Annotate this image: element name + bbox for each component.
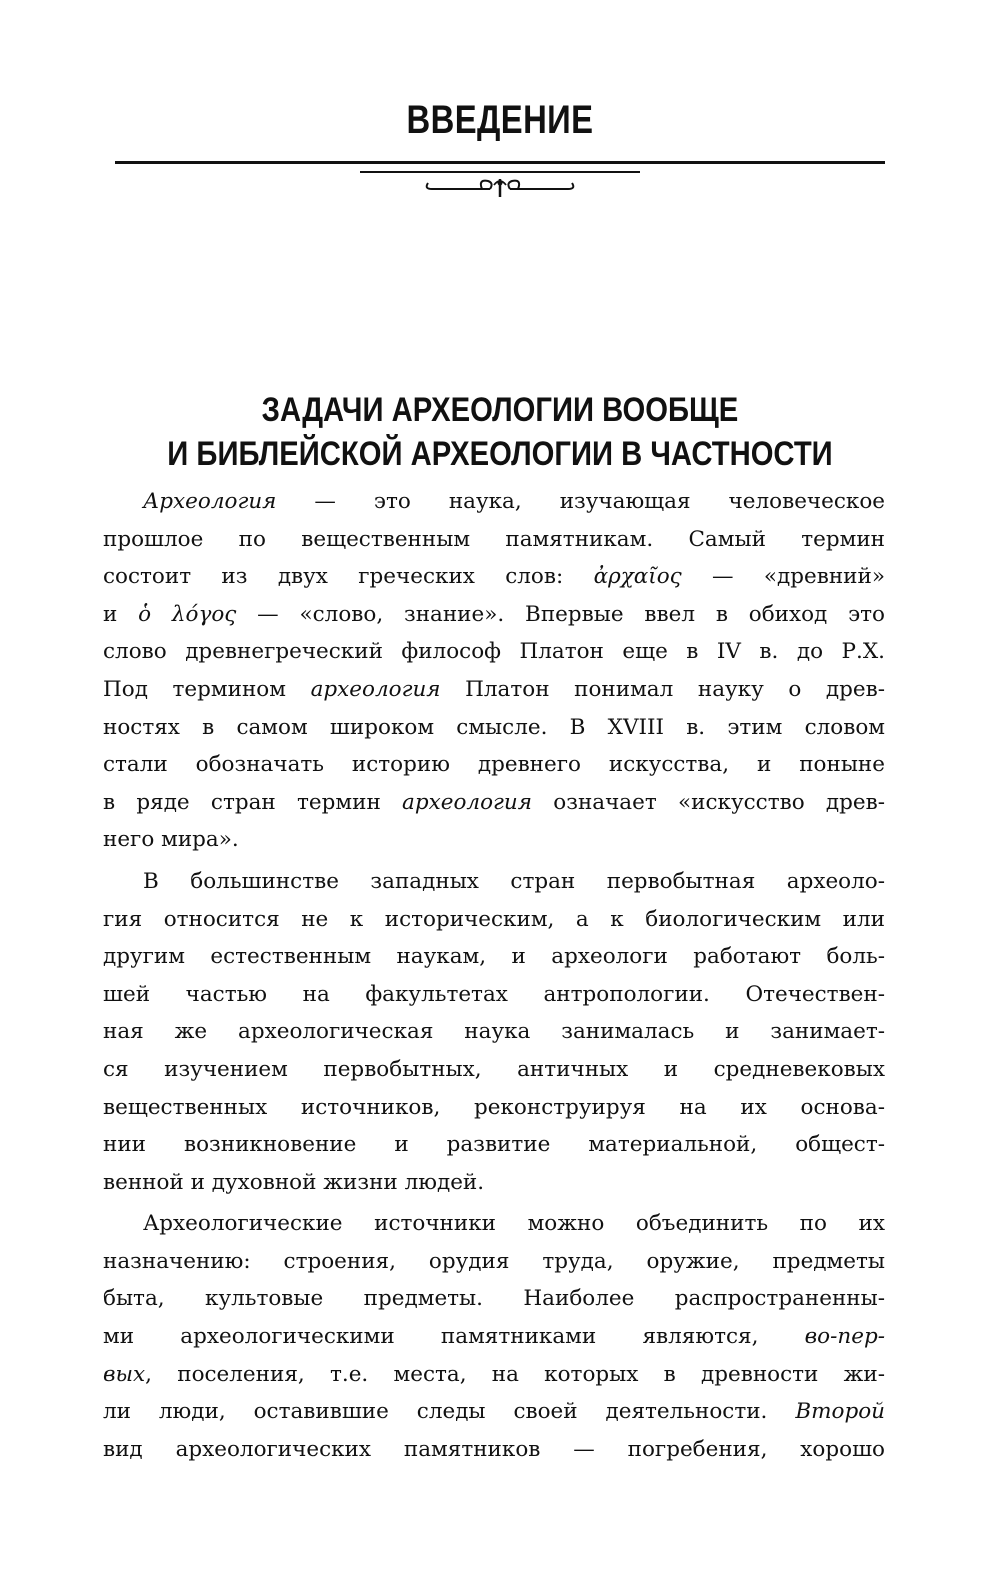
- text-line: ся изучением первобытных, античных и средневековых: [103, 1056, 885, 1082]
- text-line: ностях в самом широком смысле. В XVIII в. этим словом: [103, 714, 885, 740]
- text-line: состоит из двух греческих слов: ἀρχαῖος — «древний»: [103, 564, 885, 590]
- text-line: Под термином археология Платон понимал науку о древ-: [103, 676, 885, 702]
- text-line: вых, поселения, т.е. места, на которых в древности жи-: [103, 1361, 885, 1387]
- text-line: слово древнегреческий философ Платон еще в IV в. до Р.Х.: [103, 639, 885, 665]
- text-line: прошлое по вещественным памятникам. Самый термин: [103, 526, 885, 552]
- text-line: назначению: строения, орудия труда, оружие, предметы: [103, 1248, 885, 1274]
- text-line: другим естественным наукам, и археологи работают боль-: [103, 944, 885, 970]
- body-text: [103, 483, 885, 1468]
- section-title: [70, 388, 930, 476]
- text-line: шей частью на факультетах антропологии. Отечествен-: [103, 981, 885, 1007]
- text-line: вещественных источников, реконструируя на их основа-: [103, 1094, 885, 1120]
- text-line: в ряде стран термин археология означает «искусство древ-: [103, 789, 885, 815]
- text-line: Археологические источники можно объединить по их: [143, 1211, 885, 1237]
- text-line: Археология — это наука, изучающая человеческое: [143, 489, 885, 514]
- text-line: ная же археологическая наука занималась и занимает-: [103, 1019, 885, 1045]
- section-title-line-2: И БИБЛЕЙСКОЙ АРХЕОЛОГИИ В ЧАСТНОСТИ: [167, 435, 833, 473]
- text-line: В большинстве западных стран первобытная археоло-: [143, 868, 885, 894]
- text-line: ми археологическими памятниками являются, во-пер-: [103, 1324, 885, 1350]
- text-line: нии возникновение и развитие материальной, общест-: [103, 1132, 885, 1158]
- text-line: стали обозначать историю древнего искусства, и поныне: [103, 752, 885, 778]
- text-line: него мира».: [103, 827, 239, 853]
- text-line: быта, культовые предметы. Наиболее распространенны-: [103, 1286, 885, 1312]
- flourish-ornament-icon: [420, 173, 580, 201]
- title-rule-long: [115, 161, 885, 164]
- text-line: гия относится не к историческим, а к биологическим или: [103, 906, 885, 932]
- chapter-title: ВВЕДЕНИЕ: [406, 98, 594, 142]
- section-title-line-1: ЗАДАЧИ АРХЕОЛОГИИ ВООБЩЕ: [261, 391, 739, 429]
- text-line: венной и духовной жизни людей.: [103, 1169, 485, 1195]
- text-line: и ὁ λόγος — «слово, знание». Впервые ввел в обиход это: [103, 601, 885, 627]
- text-line: ли люди, оставившие следы своей деятельности. Второй: [103, 1399, 885, 1425]
- text-line: вид археологических памятников — погребения, хорошо: [103, 1436, 885, 1462]
